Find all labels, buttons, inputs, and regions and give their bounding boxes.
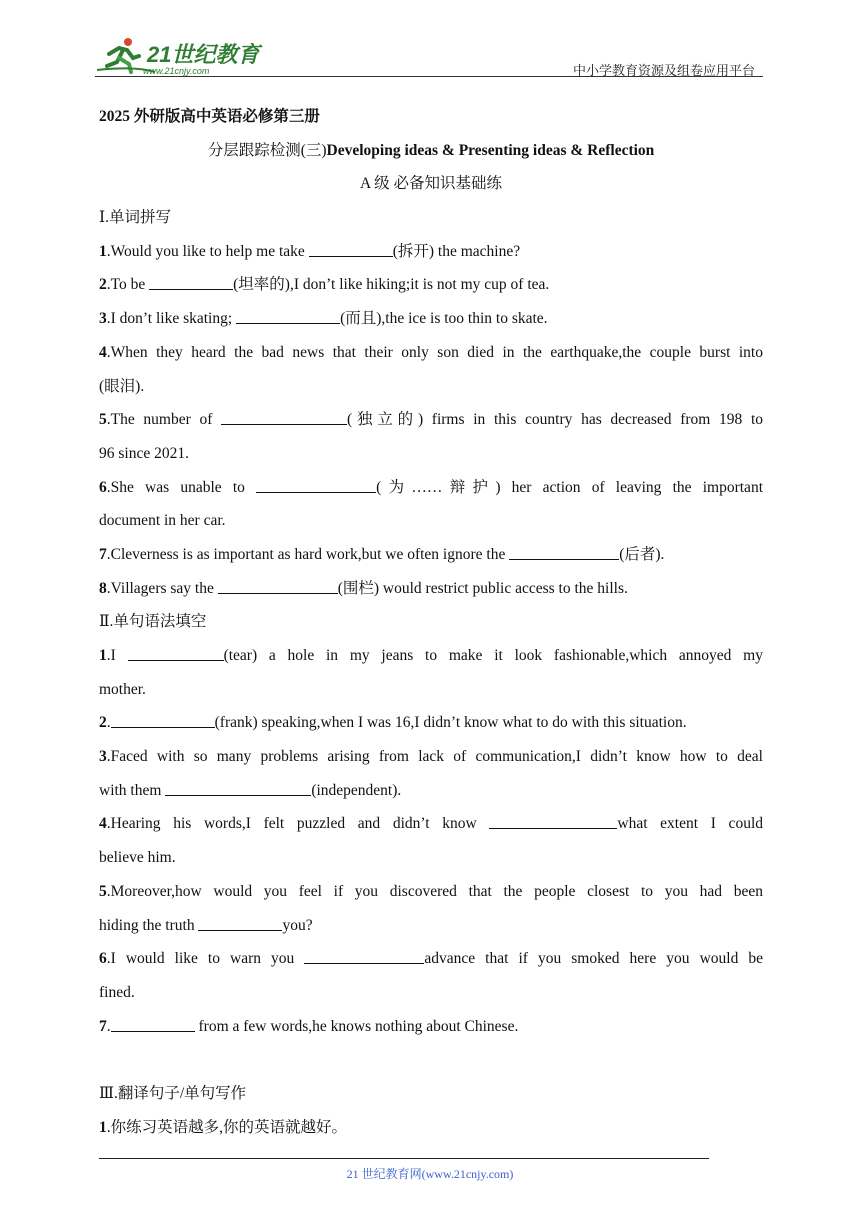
s2-q2: 2. (frank) speaking,when I was 16,I didn’t know what to do with this situation. [99, 714, 687, 732]
answer-blank[interactable] [165, 781, 311, 796]
s1-q2: 2.To be (坦率的),I don’t like hiking;it is not my cup of tea. [99, 276, 550, 294]
answer-blank[interactable] [111, 713, 215, 728]
answer-blank[interactable] [221, 410, 347, 425]
answer-blank[interactable] [489, 814, 617, 829]
section-1-heading: Ⅰ.单词拼写 [99, 209, 171, 227]
s2-q1-cont: mother. [99, 680, 146, 698]
s1-q4: 4.When they heard the bad news that their only son died in the earthquake,the couple burst into [99, 343, 763, 361]
doc-subtitle [99, 134, 763, 168]
answer-blank[interactable] [309, 242, 393, 257]
s2-q5: 5.Moreover,how would you feel if you discovered that the people closest to you had been [99, 882, 763, 900]
answer-blank[interactable] [149, 275, 233, 290]
platform-name: 中小学教育资源及组卷应用平台 [572, 63, 755, 78]
answer-blank[interactable] [509, 545, 619, 560]
answer-blank[interactable] [218, 579, 338, 594]
answer-blank[interactable] [304, 949, 424, 964]
svg-text:www.21cnjy.com: www.21cnjy.com [143, 66, 210, 76]
level-heading: A 级 必备知识基础练 [359, 175, 503, 193]
s1-q4-cont: (眼泪). [99, 377, 145, 395]
site-logo [95, 36, 265, 76]
page-header [95, 36, 763, 78]
s1-q3: 3.I don’t like skating; (而且),the ice is too thin to skate. [99, 310, 548, 328]
s1-q8: 8.Villagers say the (围栏) would restrict public access to the hills. [99, 579, 628, 597]
s2-q5-cont: hiding the truth you? [99, 916, 313, 934]
answer-blank[interactable] [198, 916, 282, 931]
section-2-heading: Ⅱ.单句语法填空 [99, 613, 207, 631]
document-body [99, 100, 763, 1144]
answer-blank[interactable] [111, 1017, 195, 1032]
subtitle-en: Developing ideas & Presenting ideas & Reflection [326, 141, 655, 159]
answer-blank[interactable] [236, 309, 340, 324]
s1-q6: 6.She was unable to (为……辩护) her action of leaving the important [99, 478, 763, 496]
s2-q3-cont: with them (independent). [99, 781, 402, 799]
s1-q6-cont: document in her car. [99, 512, 226, 530]
s2-q6: 6.I would like to warn you advance that if you smoked here you would be [99, 950, 763, 968]
subtitle-cn: 分层跟踪检测(三) [207, 141, 327, 159]
footer-divider [99, 1158, 709, 1159]
s2-q7: 7. from a few words,he knows nothing about Chinese. [99, 1017, 519, 1035]
runner-logo-icon [95, 36, 265, 76]
s2-q3: 3.Faced with so many problems arising from lack of communication,I didn’t know how to deal [99, 748, 763, 766]
s1-q1: 1.Would you like to help me take (拆开) the machine? [99, 242, 521, 260]
s2-q6-cont: fined. [99, 983, 135, 1001]
s3-q1: 1.你练习英语越多,你的英语就越好。 [99, 1118, 348, 1136]
doc-title: 2025 外研版高中英语必修第三册 [99, 108, 320, 125]
answer-blank[interactable] [128, 646, 224, 661]
s2-q4: 4.Hearing his words,I felt puzzled and didn’t know what extent I could [99, 815, 763, 833]
section-3-heading: Ⅲ.翻译句子/单句写作 [99, 1084, 247, 1102]
footer-text[interactable]: 21 世纪教育网(www.21cnjy.com) [346, 1167, 514, 1181]
s2-q4-cont: believe him. [99, 849, 176, 867]
s1-q5: 5.The number of (独立的) firms in this country has decreased from 198 to [99, 411, 764, 429]
s1-q7: 7.Cleverness is as important as hard work,but we often ignore the (后者). [99, 545, 665, 563]
s1-q5-cont: 96 since 2021. [99, 444, 189, 462]
header-divider [95, 76, 763, 77]
svg-text:21世纪教育: 21世纪教育 [147, 42, 260, 67]
spacer [99, 1043, 763, 1077]
answer-blank[interactable] [256, 478, 376, 493]
s2-q1: 1.I (tear) a hole in my jeans to make it look fashionable,which annoyed my [99, 647, 763, 664]
